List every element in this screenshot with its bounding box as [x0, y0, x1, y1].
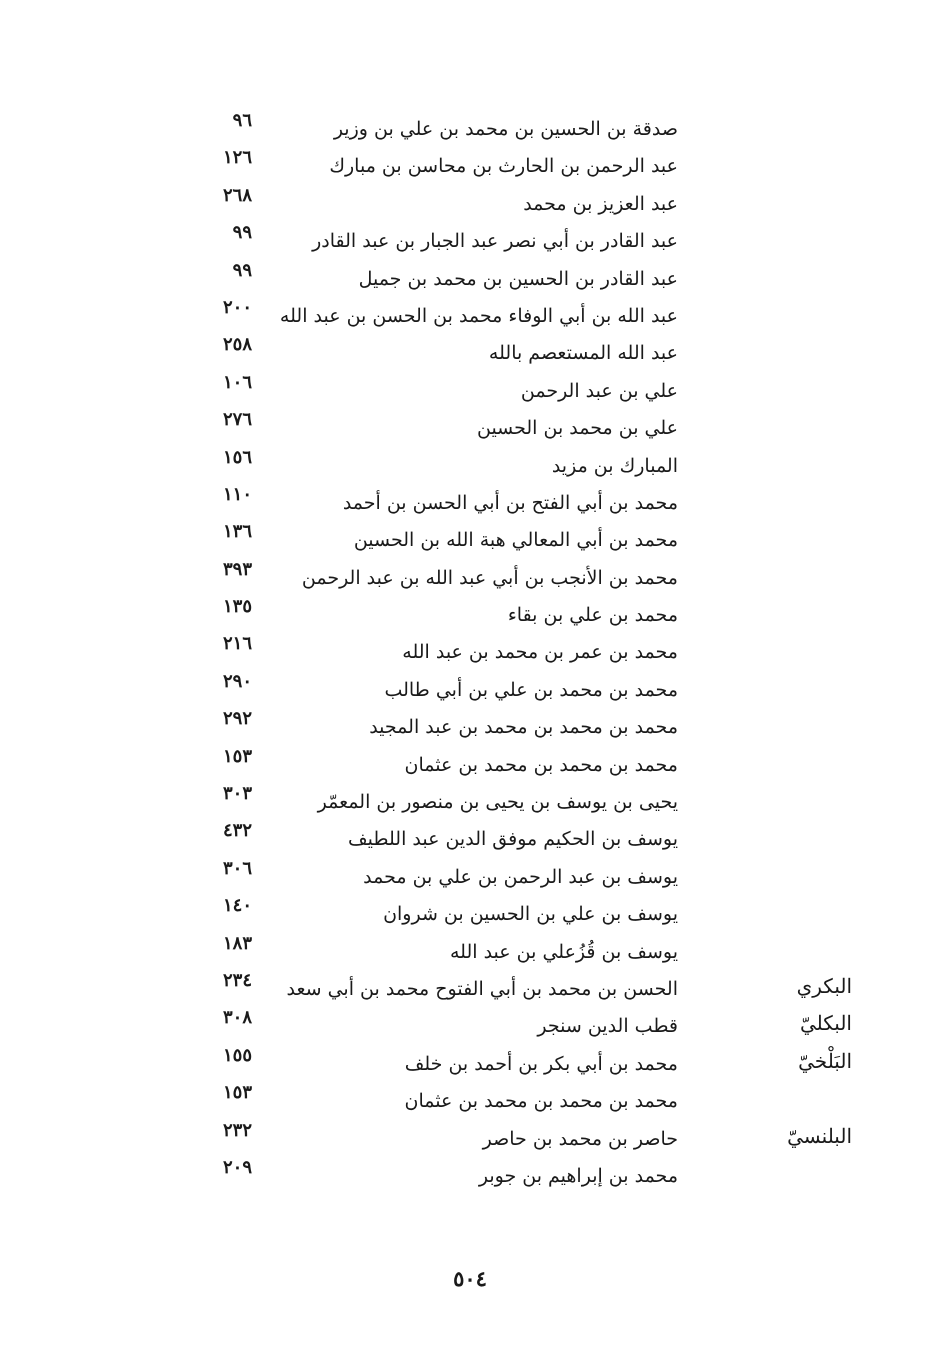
entry-page-number: ١٥٣ [222, 1082, 252, 1104]
entry-name: يحيى بن يوسف بن يحيى بن منصور بن المعمّر [317, 791, 678, 814]
index-entry [0, 596, 940, 633]
entry-page-number: ٣٠٨ [222, 1007, 252, 1029]
entry-name: محمد بن علي بن بقاء [507, 604, 678, 627]
entry-name: عبد الرحمن بن الحارث بن محاسن بن مبارك [329, 155, 678, 178]
entry-page-number: ١٥٥ [222, 1044, 252, 1066]
entry-page-number: ٩٦ [232, 110, 252, 131]
index-entry [0, 1007, 940, 1044]
entry-page-number: ١٣٦ [222, 521, 252, 543]
page-number: ٥٠٤ [453, 1266, 487, 1291]
index-entry [0, 447, 940, 484]
entry-nisba: البلنسيّ [787, 1123, 852, 1148]
entry-name: محمد بن أبي المعالي هبة الله بن الحسين [353, 529, 678, 552]
entry-page-number: ١٤٠ [222, 895, 252, 917]
entry-page-number: ٣٩٣ [222, 558, 252, 580]
index-entry [0, 372, 940, 409]
index-entry [0, 895, 940, 932]
entry-page-number: ١٠٦ [222, 371, 252, 393]
entry-name: محمد بن محمد بن محمد بن عبد المجيد [369, 716, 678, 739]
index-list [0, 110, 940, 1194]
entry-name: حاصر بن محمد بن حاصر [482, 1127, 678, 1150]
entry-page-number: ٩٩ [232, 222, 252, 244]
entry-page-number: ٢١٦ [222, 633, 252, 655]
entry-name: عبد الله بن أبي الوفاء محمد بن الحسن بن عبد الله [279, 304, 678, 327]
index-entry [0, 858, 940, 895]
entry-name: محمد بن عمر بن محمد بن عبد الله [402, 641, 678, 664]
entry-name: عبد الله المستعصم بالله [488, 342, 678, 365]
index-entry [0, 633, 940, 670]
entry-name: عبد القادر بن أبي نصر عبد الجبار بن عبد القادر [312, 230, 678, 253]
entry-nisba: البَلْخيّ [798, 1048, 852, 1073]
entry-page-number: ٣٠٣ [222, 783, 252, 805]
entry-name: محمد بن الأنجب بن أبي عبد الله بن عبد الرحمن [301, 566, 678, 589]
entry-name: محمد بن إبراهيم بن جوبر [478, 1164, 678, 1187]
entry-nisba: البكليّ [799, 1011, 852, 1036]
index-entry [0, 1082, 940, 1119]
entry-page-number: ٢٥٨ [222, 334, 252, 356]
entry-name: يوسف بن قُزُعلي بن عبد الله [449, 940, 678, 963]
entry-name: عبد القادر بن الحسين بن محمد بن جميل [358, 267, 678, 290]
entry-page-number: ٢٣٤ [222, 969, 252, 991]
entry-page-number: ٩٩ [232, 259, 252, 281]
index-entry [0, 820, 940, 857]
index-entry [0, 970, 940, 1007]
index-entry [0, 334, 940, 371]
entry-nisba: البكري [796, 973, 852, 998]
index-entry [0, 1157, 940, 1194]
index-entry [0, 260, 940, 297]
entry-name: يوسف بن عبد الرحمن بن علي بن محمد [363, 865, 678, 888]
index-entry [0, 1120, 940, 1157]
entry-page-number: ١٢٦ [222, 147, 252, 169]
entry-page-number: ٣٠٦ [222, 857, 252, 879]
entry-name: يوسف بن الحكيم موفق الدين عبد اللطيف [348, 828, 678, 851]
index-entry [0, 933, 940, 970]
index-entry [0, 484, 940, 521]
index-entry [0, 1045, 940, 1082]
entry-page-number: ٢٩٠ [222, 670, 252, 692]
index-entry [0, 147, 940, 184]
entry-name: المبارك بن مزيد [551, 454, 678, 477]
index-entry [0, 185, 940, 222]
index-entry [0, 521, 940, 558]
entry-name: محمد بن أبي الفتح بن أبي الحسن بن أحمد [342, 491, 678, 514]
index-entry [0, 559, 940, 596]
entry-name: يوسف بن علي بن الحسين بن شروان [383, 903, 678, 926]
index-entry [0, 708, 940, 745]
entry-name: محمد بن أبي بكر بن أحمد بن خلف [404, 1052, 678, 1075]
index-entry [0, 222, 940, 259]
entry-name: عبد العزيز بن محمد [523, 192, 678, 215]
entry-name: محمد بن محمد بن محمد بن عثمان [404, 753, 678, 776]
entry-page-number: ٢٩٢ [222, 708, 252, 730]
entry-name: علي بن محمد بن الحسين [476, 417, 678, 440]
index-entry [0, 297, 940, 334]
entry-page-number: ٢٣٢ [222, 1119, 252, 1141]
entry-page-number: ١٨٣ [222, 932, 252, 954]
entry-name: محمد بن محمد بن علي بن أبي طالب [384, 678, 678, 701]
index-entry [0, 671, 940, 708]
entry-name: صدقة بن الحسين بن محمد بن علي بن وزير [333, 118, 678, 140]
entry-name: قطب الدين سنجر [537, 1015, 678, 1038]
index-entry [0, 110, 940, 147]
entry-name: الحسن بن محمد بن أبي الفتوح محمد بن أبي سعد [286, 977, 678, 1000]
entry-page-number: ١٥٣ [222, 745, 252, 767]
entry-page-number: ٤٣٢ [222, 820, 252, 842]
index-entry [0, 409, 940, 446]
entry-name: محمد بن محمد بن محمد بن عثمان [404, 1090, 678, 1113]
entry-page-number: ٢٠٩ [222, 1156, 252, 1178]
entry-page-number: ١١٠ [222, 483, 252, 505]
index-entry [0, 783, 940, 820]
entry-page-number: ٢٧٦ [222, 409, 252, 431]
entry-page-number: ٢٠٠ [222, 296, 252, 318]
entry-name: علي بن عبد الرحمن [520, 379, 678, 402]
entry-page-number: ٢٦٨ [222, 184, 252, 206]
entry-page-number: ١٣٥ [222, 596, 252, 618]
index-entry [0, 746, 940, 783]
entry-page-number: ١٥٦ [222, 446, 252, 468]
